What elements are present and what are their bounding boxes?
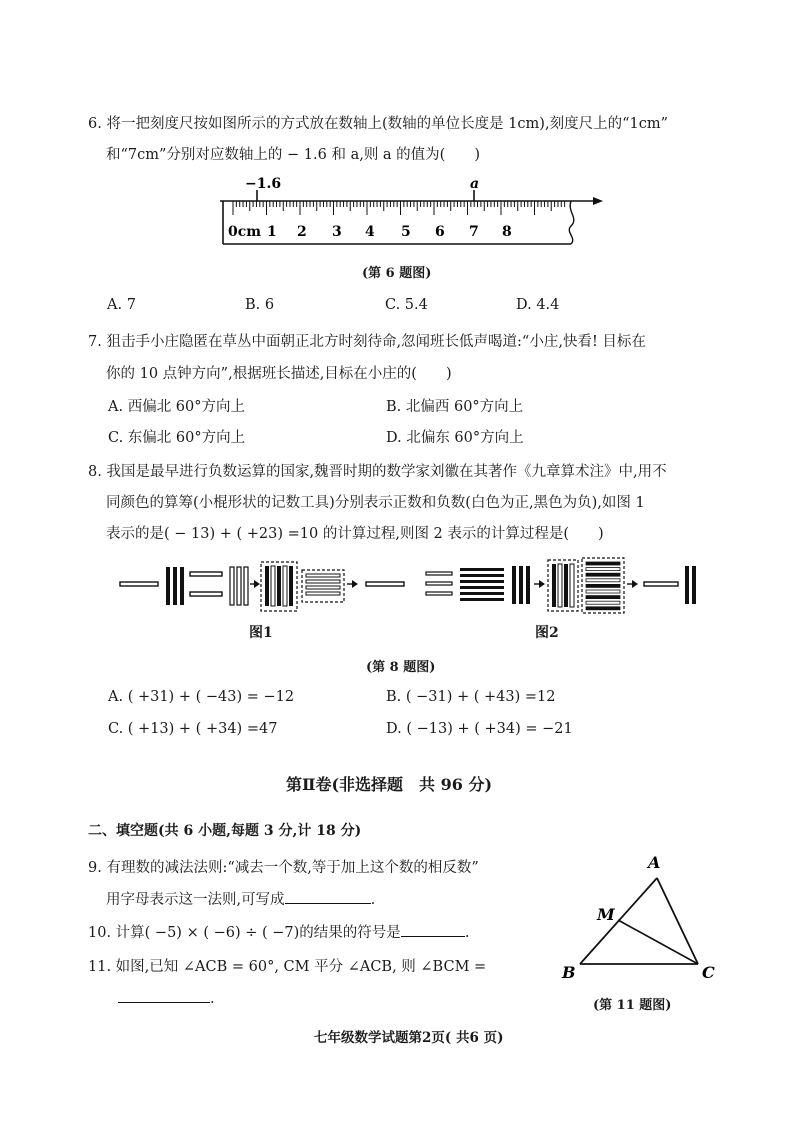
page-footer: 七年级数学试题第2页( 共6 页) — [314, 1030, 504, 1046]
q6-tick-label: 3 — [332, 224, 342, 240]
q6-tick-label: 8 — [502, 224, 512, 240]
q6-ruler-figure — [215, 172, 605, 252]
section2-heading: 二、填空题(共 6 小题,每题 3 分,计 18 分) — [88, 823, 362, 839]
counting-rod — [586, 596, 620, 599]
q6-tick-label: 6 — [435, 224, 445, 240]
q9-stem-line1: 9. 有理数的减法法则:“减去一个数,等于加上这个数的相反数” — [88, 860, 479, 876]
q6-label-0cm: 0cm — [228, 224, 262, 240]
point-m-label: M — [597, 905, 615, 924]
q7-stem-line2: 你的 10 点钟方向”,根据班长描述,目标在小庄的( ) — [106, 366, 452, 382]
q11-stem: 11. 如图,已知 ∠ACB = 60°, CM 平分 ∠ACB, 则 ∠BCM = — [88, 959, 487, 975]
q6-label-a: a — [470, 176, 480, 192]
vertex-b-label: B — [562, 963, 576, 982]
counting-rod — [586, 584, 620, 587]
q9-text: 用字母表示这一法则,可写成 — [106, 892, 285, 908]
q6-caption: (第 6 题图) — [362, 266, 432, 281]
q11-answer-line — [118, 988, 215, 1007]
q6-tick-label: 5 — [401, 224, 411, 240]
q8-figure-2 — [424, 556, 704, 616]
q7-option-b[interactable]: B. 北偏西 60°方向上 — [386, 399, 524, 415]
q6-option-a[interactable]: A. 7 — [107, 297, 136, 313]
q8-figure-1 — [118, 556, 408, 616]
q8-option-a[interactable]: A. ( +31) + ( −43) = −12 — [108, 689, 295, 705]
q11-period: . — [210, 991, 215, 1007]
q8-fig1-label: 图1 — [249, 625, 273, 641]
q7-stem-line1: 7. 狙击手小庄隐匿在草丛中面朝正北方时刻待命,忽闻班长低声喝道:“小庄,快看! 目标在 — [88, 334, 646, 350]
q8-stem-line2: 同颜色的算筹(小棍形状的记数工具)分别表示正数和负数(白色为正,黑色为负),如图 1 — [106, 495, 645, 511]
q11-answer-blank[interactable] — [118, 988, 210, 1003]
q7-option-a[interactable]: A. 西偏北 60°方向上 — [108, 399, 245, 415]
q6-label-neg1.6: −1.6 — [245, 176, 282, 192]
vertex-a-label: A — [648, 853, 661, 872]
counting-rod — [586, 562, 620, 565]
q9-stem-line2 — [106, 888, 375, 909]
counting-rod — [586, 590, 620, 593]
q8-fig2-label: 图2 — [535, 625, 559, 641]
q10-text: 10. 计算( −5) × ( −6) ÷ ( −7)的结果的符号是 — [88, 925, 401, 941]
q6-option-b[interactable]: B. 6 — [245, 297, 275, 313]
counting-rod — [586, 607, 620, 610]
q8-stem-line1: 8. 我国是最早进行负数运算的国家,魏晋时期的数学家刘徽在其著作《九章算术注》中,用不 — [88, 464, 667, 480]
q6-tick-label: 1 — [267, 224, 277, 240]
q8-option-d[interactable]: D. ( −13) + ( +34) = −21 — [386, 721, 573, 737]
q6-tick-label: 7 — [469, 224, 479, 240]
counting-rod — [586, 573, 620, 576]
q6-stem-line1: 6. 将一把刻度尺按如图所示的方式放在数轴上(数轴的单位长度是 1cm),刻度尺上的“1cm” — [88, 116, 668, 132]
q10-period: . — [464, 925, 470, 941]
q7-option-d[interactable]: D. 北偏东 60°方向上 — [386, 430, 524, 446]
q10-answer-blank[interactable] — [401, 922, 465, 937]
q9-period: . — [370, 892, 376, 908]
section2-title: 第Ⅱ卷(非选择题 共 96 分) — [286, 775, 493, 794]
q11-triangle-figure — [552, 848, 727, 984]
q6-option-c[interactable]: C. 5.4 — [385, 297, 428, 313]
q10-stem — [88, 921, 469, 942]
counting-rod — [586, 601, 620, 604]
q9-answer-blank[interactable] — [285, 889, 371, 904]
counting-rod — [586, 579, 620, 582]
counting-rod — [586, 568, 620, 571]
q11-caption: (第 11 题图) — [593, 998, 672, 1013]
vertex-c-label: C — [702, 963, 715, 982]
q8-option-b[interactable]: B. ( −31) + ( +43) =12 — [386, 689, 556, 705]
q6-tick-label: 4 — [365, 224, 375, 240]
q6-tick-label: 2 — [297, 224, 307, 240]
q7-option-c[interactable]: C. 东偏北 60°方向上 — [108, 430, 246, 446]
segment-cm — [618, 920, 698, 964]
q6-stem-line2: 和“7cm”分别对应数轴上的 − 1.6 和 a,则 a 的值为( ) — [106, 147, 480, 163]
q8-caption: (第 8 题图) — [366, 660, 436, 675]
side-ac — [657, 878, 698, 964]
q6-option-d[interactable]: D. 4.4 — [516, 297, 560, 313]
q8-option-c[interactable]: C. ( +13) + ( +34) =47 — [108, 721, 278, 737]
q8-stem-line3: 表示的是( − 13) + ( +23) =10 的计算过程,则图 2 表示的计算过程是( ) — [106, 526, 604, 542]
